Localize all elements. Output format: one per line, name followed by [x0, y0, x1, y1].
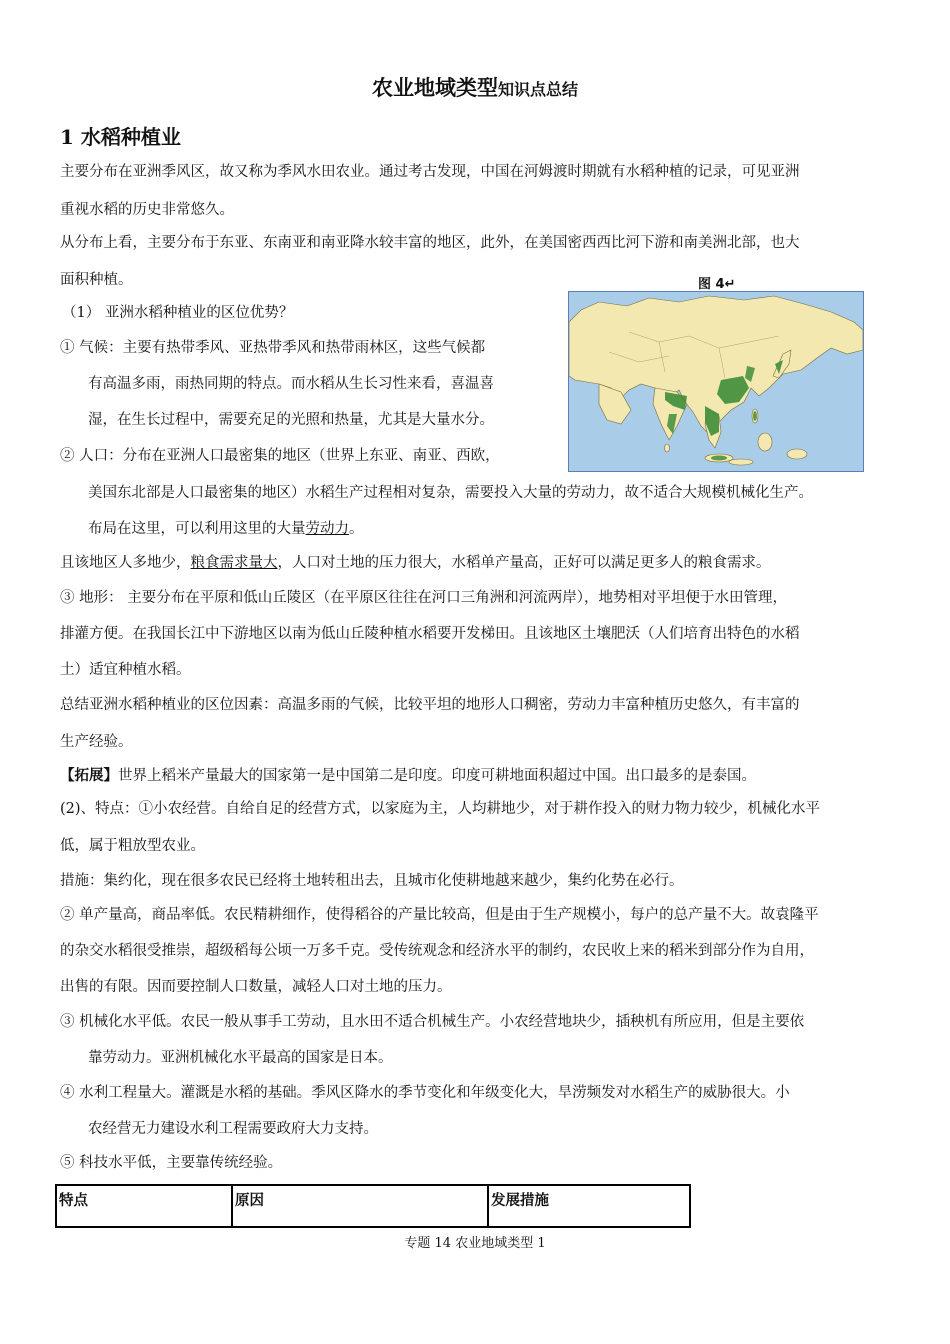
list-item: ④ 水利工程量大。灌溉是水稻的基础。季风区降水的季节变化和年级变化大，旱涝频发对水稻生产的威胁很大。小 — [60, 1085, 790, 1101]
paragraph-line: 面积种植。 — [60, 272, 133, 288]
paragraph-line: (2)、特点：①小农经营。自给自足的经营方式，以家庭为主，人均耕地少，对于耕作投入的财力物力较少，机械化水平 — [60, 801, 821, 817]
section-heading: 1 水稻种植业 — [60, 125, 181, 149]
document-title: 农业地域类型知识点总结 — [371, 75, 578, 100]
paragraph-line: （1） 亚洲水稻种植业的区位优势？ — [62, 305, 294, 321]
paragraph-line: 布局在这里，可以利用这里的大量劳动力。 — [88, 521, 364, 537]
paragraph-line: 湿，在生长过程中，需要充足的光照和热量，尤其是大量水分。 — [88, 412, 494, 428]
paragraph-line: 农经营无力建设水利工程需要政府大力支持。 — [88, 1121, 378, 1137]
features-table — [55, 1184, 691, 1228]
asia-rice-map — [568, 291, 864, 472]
list-item: ② 人口：分布在亚洲人口最密集的地区（世界上东亚、南亚、西欧， — [60, 448, 500, 464]
paragraph-line: 土）适宜种植水稻。 — [60, 662, 191, 678]
paragraph-line: 从分布上看，主要分布于东亚、东南亚和南亚降水较丰富的地区，此外，在美国密西西比河下游和南美洲北部，也大 — [60, 235, 800, 251]
paragraph-line: 重视水稻的历史非常悠久。 — [60, 202, 234, 218]
underlined-term: 劳动力 — [305, 521, 349, 537]
asia-map-graphic — [569, 292, 863, 471]
page-footer: 专题 14 农业地域类型 1 — [404, 1236, 546, 1251]
paragraph-line: 低，属于粗放型农业。 — [60, 838, 205, 854]
underlined-term: 粮食需求量大 — [190, 555, 278, 571]
map-caption: 图 4↵ — [698, 277, 736, 292]
paragraph-line: 美国东北部是人口最密集的地区）水稻生产过程相对复杂，需要投入大量的劳动力，故不适合大规模机械化生产。 — [88, 485, 813, 501]
paragraph-line: 总结亚洲水稻种植业的区位因素：高温多雨的气候，比较平坦的地形人口稠密，劳动力丰富种植历史悠久，有丰富的 — [60, 697, 800, 713]
paragraph-line: 生产经验。 — [60, 734, 133, 750]
paragraph-line: 且该地区人多地少，粮食需求量大，人口对土地的压力很大，水稻单产量高，正好可以满足更多人的粮食需求。 — [60, 555, 771, 571]
table-header-cell: 原因 — [232, 1185, 488, 1227]
paragraph-line: 靠劳动力。亚洲机械化水平最高的国家是日本。 — [88, 1050, 393, 1066]
list-item: ③ 机械化水平低。农民一般从事手工劳动，且水田不适合机械生产。小农经营地块少，插秧机有所应用，但是主要依 — [60, 1014, 805, 1030]
paragraph-line: 排灌方便。在我国长江中下游地区以南为低山丘陵种植水稻要开发梯田。且该地区土壤肥沃（人们培育出特色的水稻 — [60, 626, 800, 642]
paragraph-line: 主要分布在亚洲季风区，故又称为季风水田农业。通过考古发现，中国在河姆渡时期就有水稻种植的记录，可见亚洲 — [60, 164, 800, 180]
table-header-cell: 特点 — [56, 1185, 232, 1227]
list-item: ② 单产量高，商品率低。农民精耕细作，使得稻谷的产量比较高，但是由于生产规模小，每户的总产量不大。故袁隆平 — [60, 907, 819, 923]
paragraph-line: 【拓展】世界上稻米产量最大的国家第一是中国第二是印度。印度可耕地面积超过中国。出口最多的是泰国。 — [60, 767, 756, 784]
table-header-cell: 发展措施 — [488, 1185, 690, 1227]
paragraph-line: 有高温多雨，雨热同期的特点。而水稻从生长习性来看，喜温喜 — [88, 376, 494, 392]
list-item: ① 气候：主要有热带季风、亚热带季风和热带雨林区，这些气候都 — [60, 340, 486, 356]
list-item: ⑤ 科技水平低，主要靠传统经验。 — [60, 1155, 283, 1171]
list-item: ③ 地形： 主要分布在平原和低山丘陵区（在平原区往往在河口三角洲和河流两岸），地势相对平坦便于水田管理， — [60, 590, 787, 606]
paragraph-line: 措施：集约化，现在很多农民已经将土地转租出去，且城市化使耕地越来越少，集约化势在必行。 — [60, 873, 684, 889]
paragraph-line: 出售的有限。因而要控制人口数量，减轻人口对土地的压力。 — [60, 979, 452, 995]
table-row — [56, 1185, 690, 1227]
paragraph-line: 的杂交水稻很受推崇，超级稻每公顷一万多千克。受传统观念和经济水平的制约，农民收上来的稻米到部分作为自用， — [60, 943, 814, 959]
